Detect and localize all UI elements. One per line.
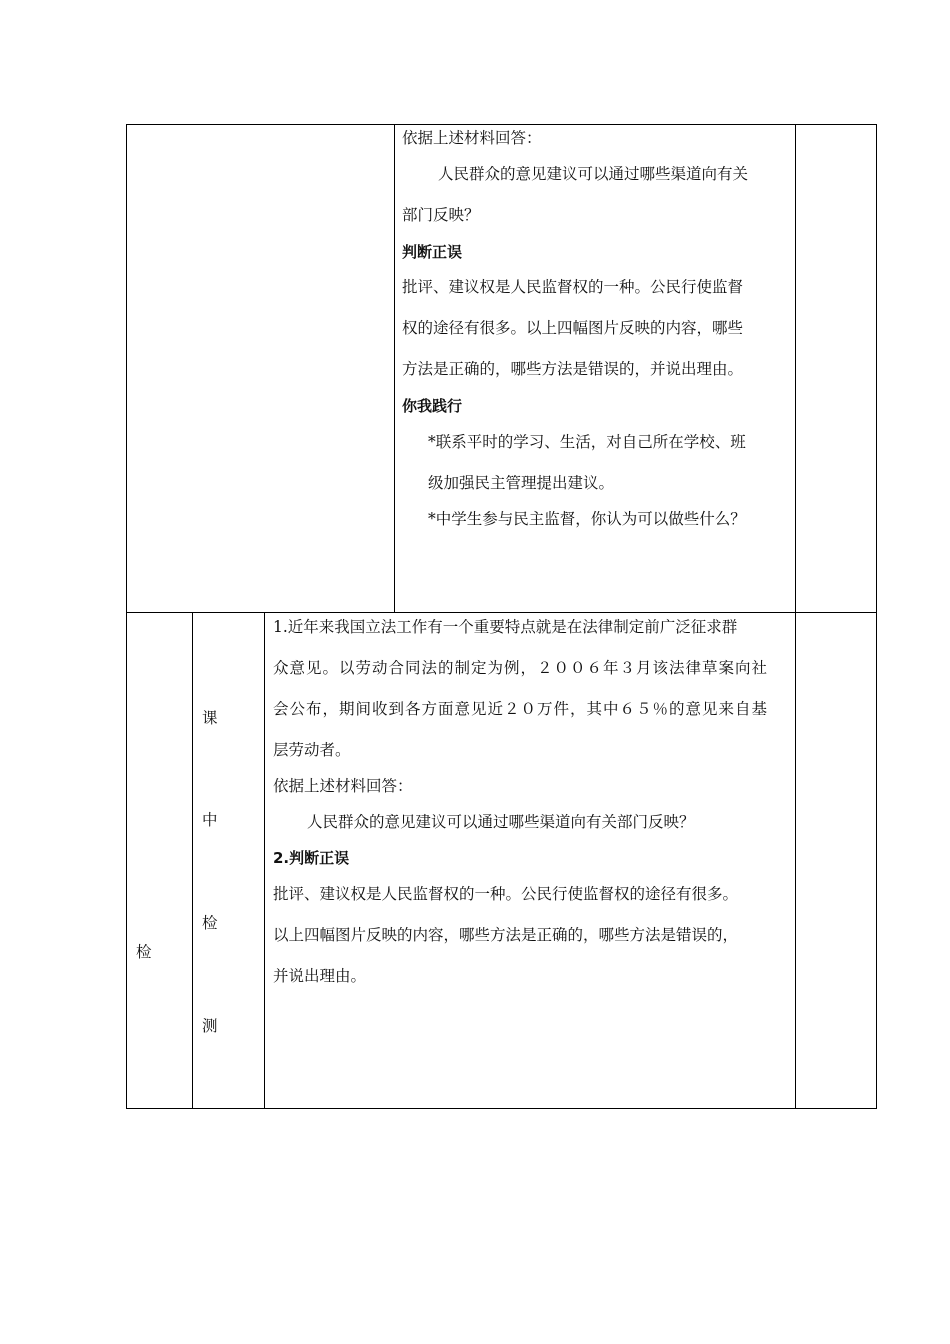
upper-practice-heading: 你我践行 <box>402 397 463 415</box>
lower-col2-char-3: 检 <box>202 914 218 932</box>
table-left-border <box>126 124 127 1109</box>
lower-col2-divider <box>264 612 265 1109</box>
upper-practice-line-2: 级加强民主管理提出建议。 <box>428 474 615 492</box>
lower-col2-char-1: 课 <box>202 709 218 727</box>
q1-line-1: 1.近年来我国立法工作有一个重要特点就是在法律制定前广泛征求群 <box>273 618 738 636</box>
table-top-border <box>126 124 877 125</box>
upper-judge-heading: 判断正误 <box>402 243 463 261</box>
lower-prompt: 依据上述材料回答： <box>273 777 413 795</box>
upper-prompt: 依据上述材料回答： <box>402 129 542 147</box>
q2-line-2: 以上四幅图片反映的内容，哪些方法是正确的，哪些方法是错误的， <box>273 926 739 944</box>
upper-practice-line-1: *联系平时的学习、生活，对自己所在学校、班 <box>428 433 746 451</box>
table-bottom-border <box>126 1108 877 1109</box>
upper-practice-line-3: *中学生参与民主监督，你认为可以做些什么？ <box>428 510 746 528</box>
table-right-border <box>876 124 877 1109</box>
q1-line-3: 会公布，期间收到各方面意见近２０万件，其中６５％的意见来自基 <box>273 700 769 718</box>
upper-content-left-border <box>394 124 395 613</box>
table-row-divider <box>126 612 877 613</box>
lower-col1-divider <box>192 612 193 1109</box>
q1-line-4: 层劳动者。 <box>273 741 351 759</box>
lower-question: 人民群众的意见建议可以通过哪些渠道向有关部门反映？ <box>307 813 695 831</box>
q2-heading: 2.判断正误 <box>273 849 350 867</box>
upper-judge-line-1: 批评、建议权是人民监督权的一种。公民行使监督 <box>402 278 744 296</box>
upper-question-line-1: 人民群众的意见建议可以通过哪些渠道向有关 <box>438 165 749 183</box>
upper-judge-line-2: 权的途径有很多。以上四幅图片反映的内容，哪些 <box>402 319 744 337</box>
lower-col1-label: 检 <box>136 943 152 961</box>
q1-line-2: 众意见。以劳动合同法的制定为例，２００６年３月该法律草案向社 <box>273 659 769 677</box>
lower-col2-char-4: 测 <box>202 1017 218 1035</box>
q2-line-3: 并说出理由。 <box>273 967 367 985</box>
upper-question-line-2: 部门反映？ <box>402 206 480 224</box>
lower-col2-char-2: 中 <box>202 811 218 829</box>
right-notes-column-border <box>795 124 796 1109</box>
q2-line-1: 批评、建议权是人民监督权的一种。公民行使监督权的途径有很多。 <box>273 885 739 903</box>
upper-judge-line-3: 方法是正确的，哪些方法是错误的，并说出理由。 <box>402 360 744 378</box>
